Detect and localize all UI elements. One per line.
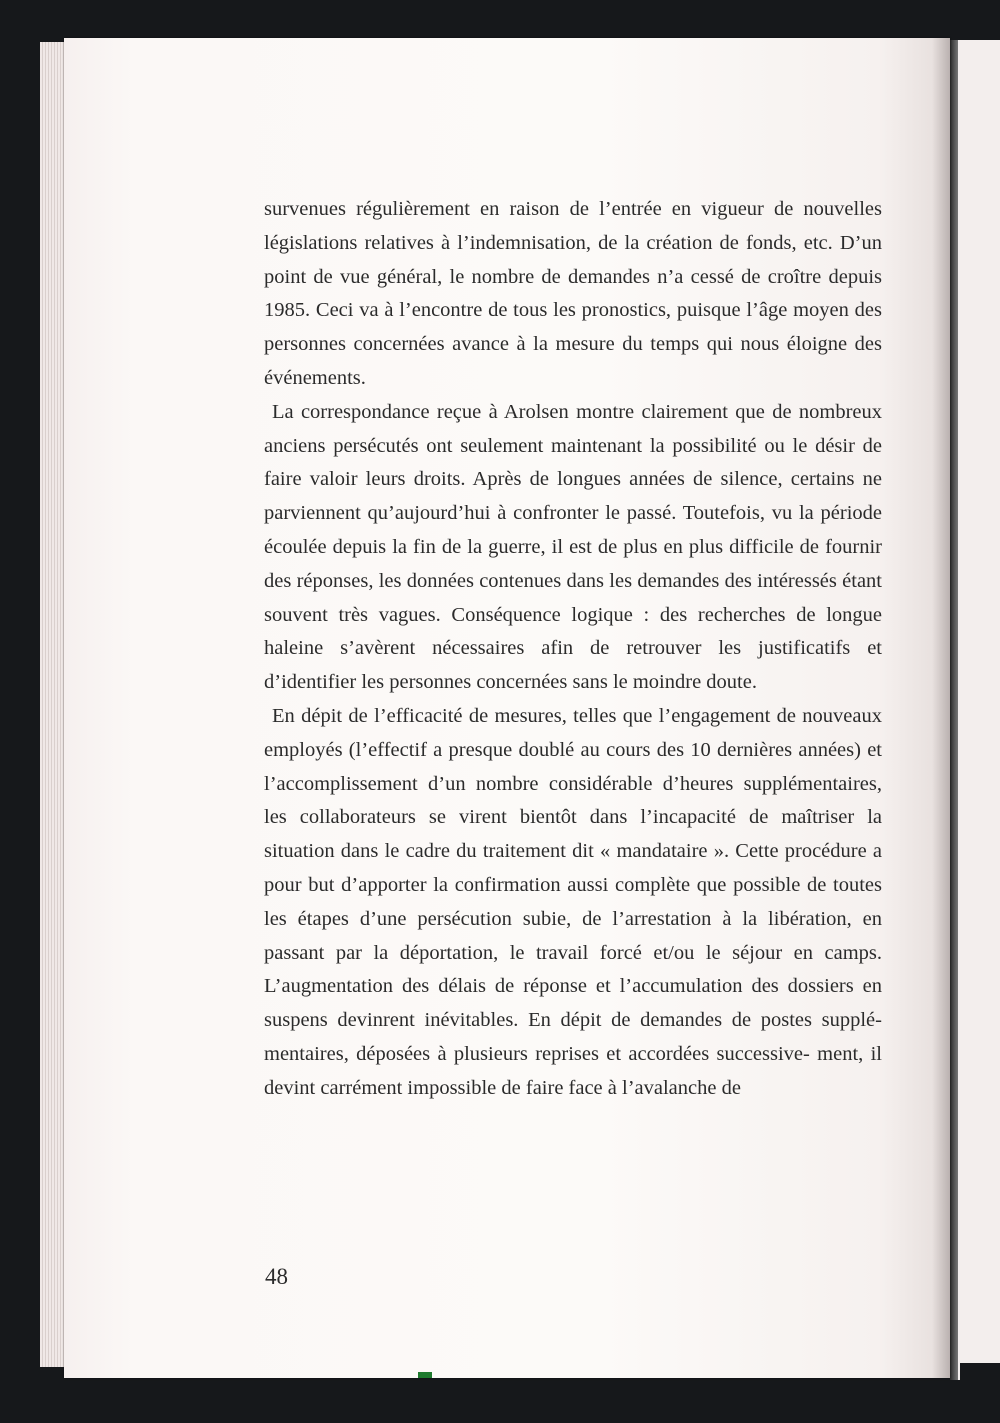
gutter-shadow: [932, 38, 950, 1378]
paragraph-2: La correspondance reçue à Arolsen montre clairement que de nombreux anciens persécutés ont seulement maintenant la possibilité ou le désir de faire valoir leurs droits. Après de longues années de silence, certains ne parviennent qu’aujourd’hui à confronter le passé. Toutefois, vu la période écoulée depuis la fin de la guerre, il est de plus en plus difficile de fournir des réponses, les données contenues dans les demandes des intéressés étant souvent très vagues. Conséquence logique : des recherches de longue haleine s’avèrent nécessaires afin de retrouver les justificatifs et d’identifier les personnes concernées sans le moindre doute.: [264, 400, 882, 694]
page-number: 48: [265, 1264, 288, 1289]
body-text: [264, 193, 882, 1106]
scan-background-corner: [960, 1363, 1000, 1423]
spine-shadow: [950, 40, 958, 1380]
color-marker: [418, 1372, 432, 1378]
paragraph-3: En dépit de l’efficacité de mesures, telles que l’engagement de nouveaux employés (l’effectif a presque doublé au cours des 10 dernières années) et l’accomplissement d’un nombre considérable d’heures supplémentaires, les collaborateurs se virent bientôt dans l’incapacité de maîtriser la situation dans le cadre du traitement dit « mandataire ». Cette procédure a pour but d’apporter la confirmation aussi complète que possible de toutes les étapes d’une persécution subie, de l’arrestation à la libération, en passant par la déportation, le travail forcé et/ou le séjour en camps. L’augmentation des délais de réponse et l’accumulation des dossiers en suspens devinrent inévitables. En dépit de demandes de postes supplé- mentaires, déposées à plusieurs reprises et accordées successive- ment, il devint carrément impossible de faire face à l’avalanche de: [264, 704, 882, 1099]
paragraph-1: survenues régulièrement en raison de l’entrée en vigueur de nouvelles législations relatives à l’indemnisation, de la création de fonds, etc. D’un point de vue général, le nombre de demandes n’a cessé de croître depuis 1985. Ceci va à l’encontre de tous les pronostics, puisque l’âge moyen des personnes concernées avance à la mesure du temps qui nous éloigne des événements.: [264, 198, 882, 389]
